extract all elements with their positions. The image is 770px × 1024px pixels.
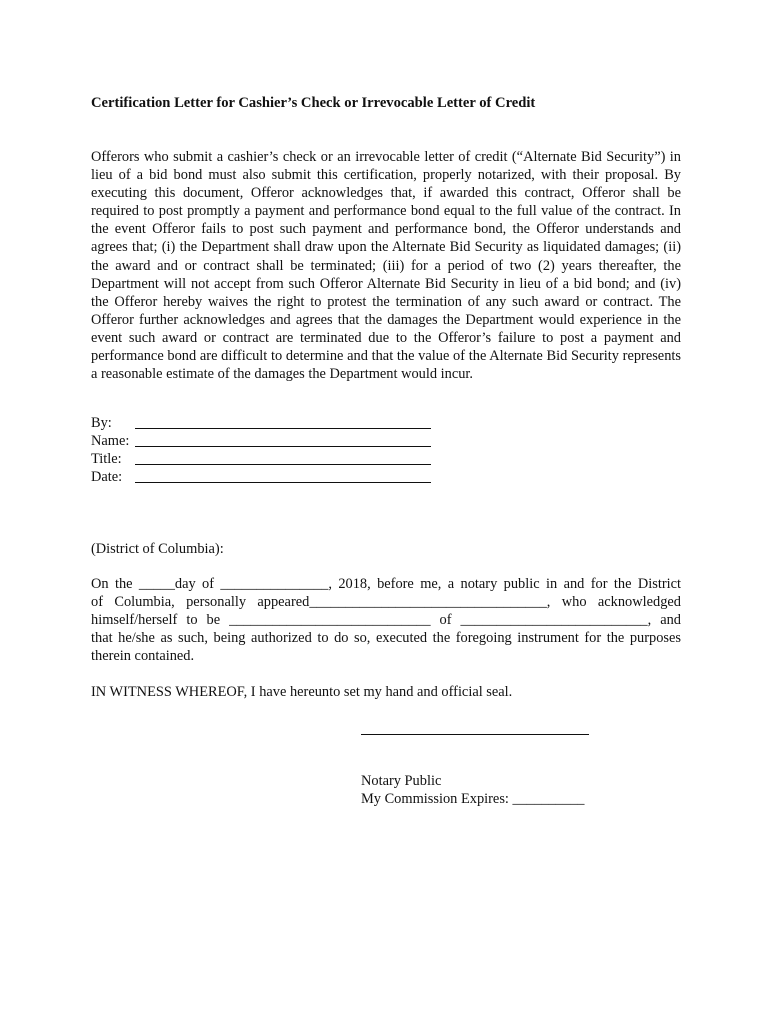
notary-line: of Columbia, personally appeared_________________________________, who acknowledged	[91, 594, 681, 611]
signature-block	[91, 414, 451, 486]
signature-row-name	[91, 432, 451, 450]
by-label: By:	[91, 415, 112, 431]
notary-line: therein contained.	[91, 648, 195, 665]
notary-signature-line[interactable]	[361, 734, 589, 735]
notary-line: On the _____day of _______________, 2018, before me, a notary public in and for the District	[91, 576, 681, 592]
date-label: Date:	[91, 469, 123, 486]
notary-public-label: Notary Public	[361, 773, 442, 789]
title-signature-line[interactable]	[135, 464, 431, 465]
notary-acknowledgment	[91, 575, 681, 665]
signature-row-title	[91, 450, 451, 468]
body-paragraph: Offerors who submit a cashier’s check or an irrevocable letter of credit (“Alternate Bid Security”) in lieu of a bid bond must also submit this certification, properly notarized, with their proposal. By executing this document, Offeror acknowledges that, if awarded this contract, Offeror shall be required to post promptly a payment and performance bond equal to the full value of the contract. In the event Offeror fails to post such payment and performance bond, the Offeror understands and agrees that; (i) the Department shall draw upon the Alternate Bid Security as liquidated damages; (ii) the award and or contract shall be terminated; (iii) for a period of two (2) years thereafter, the Department will not accept from such Offeror Alternate Bid Security in lieu of a bid bond; and (iv) the Offeror hereby waives the right to protest the termination of any such award or contract. The Offeror further acknowledges and agrees that the damages the Department would experience in the event such award or contract are terminated due to the Offeror’s failure to post a payment and performance bond are difficult to determine and that the value of the Alternate Bid Security represents a reasonable estimate of the damages the Department would incur.	[91, 149, 681, 383]
notary-line: himself/herself to be ____________________________ of __________________________, and	[91, 612, 681, 629]
district-heading: (District of Columbia):	[91, 541, 224, 557]
date-signature-line[interactable]	[135, 482, 431, 483]
witness-statement: IN WITNESS WHEREOF, I have hereunto set my hand and official seal.	[91, 684, 513, 700]
name-signature-line[interactable]	[135, 446, 431, 447]
signature-row-by	[91, 414, 451, 432]
name-label: Name:	[91, 433, 130, 450]
document-title: Certification Letter for Cashier’s Check or Irrevocable Letter of Credit	[91, 95, 536, 111]
commission-expires-label: My Commission Expires: __________	[361, 791, 585, 807]
signature-row-date	[91, 468, 451, 486]
notary-line: that he/she as such, being authorized to do so, executed the foregoing instrument for the purposes	[91, 630, 681, 647]
by-signature-line[interactable]	[135, 428, 431, 429]
title-label: Title:	[91, 451, 122, 468]
